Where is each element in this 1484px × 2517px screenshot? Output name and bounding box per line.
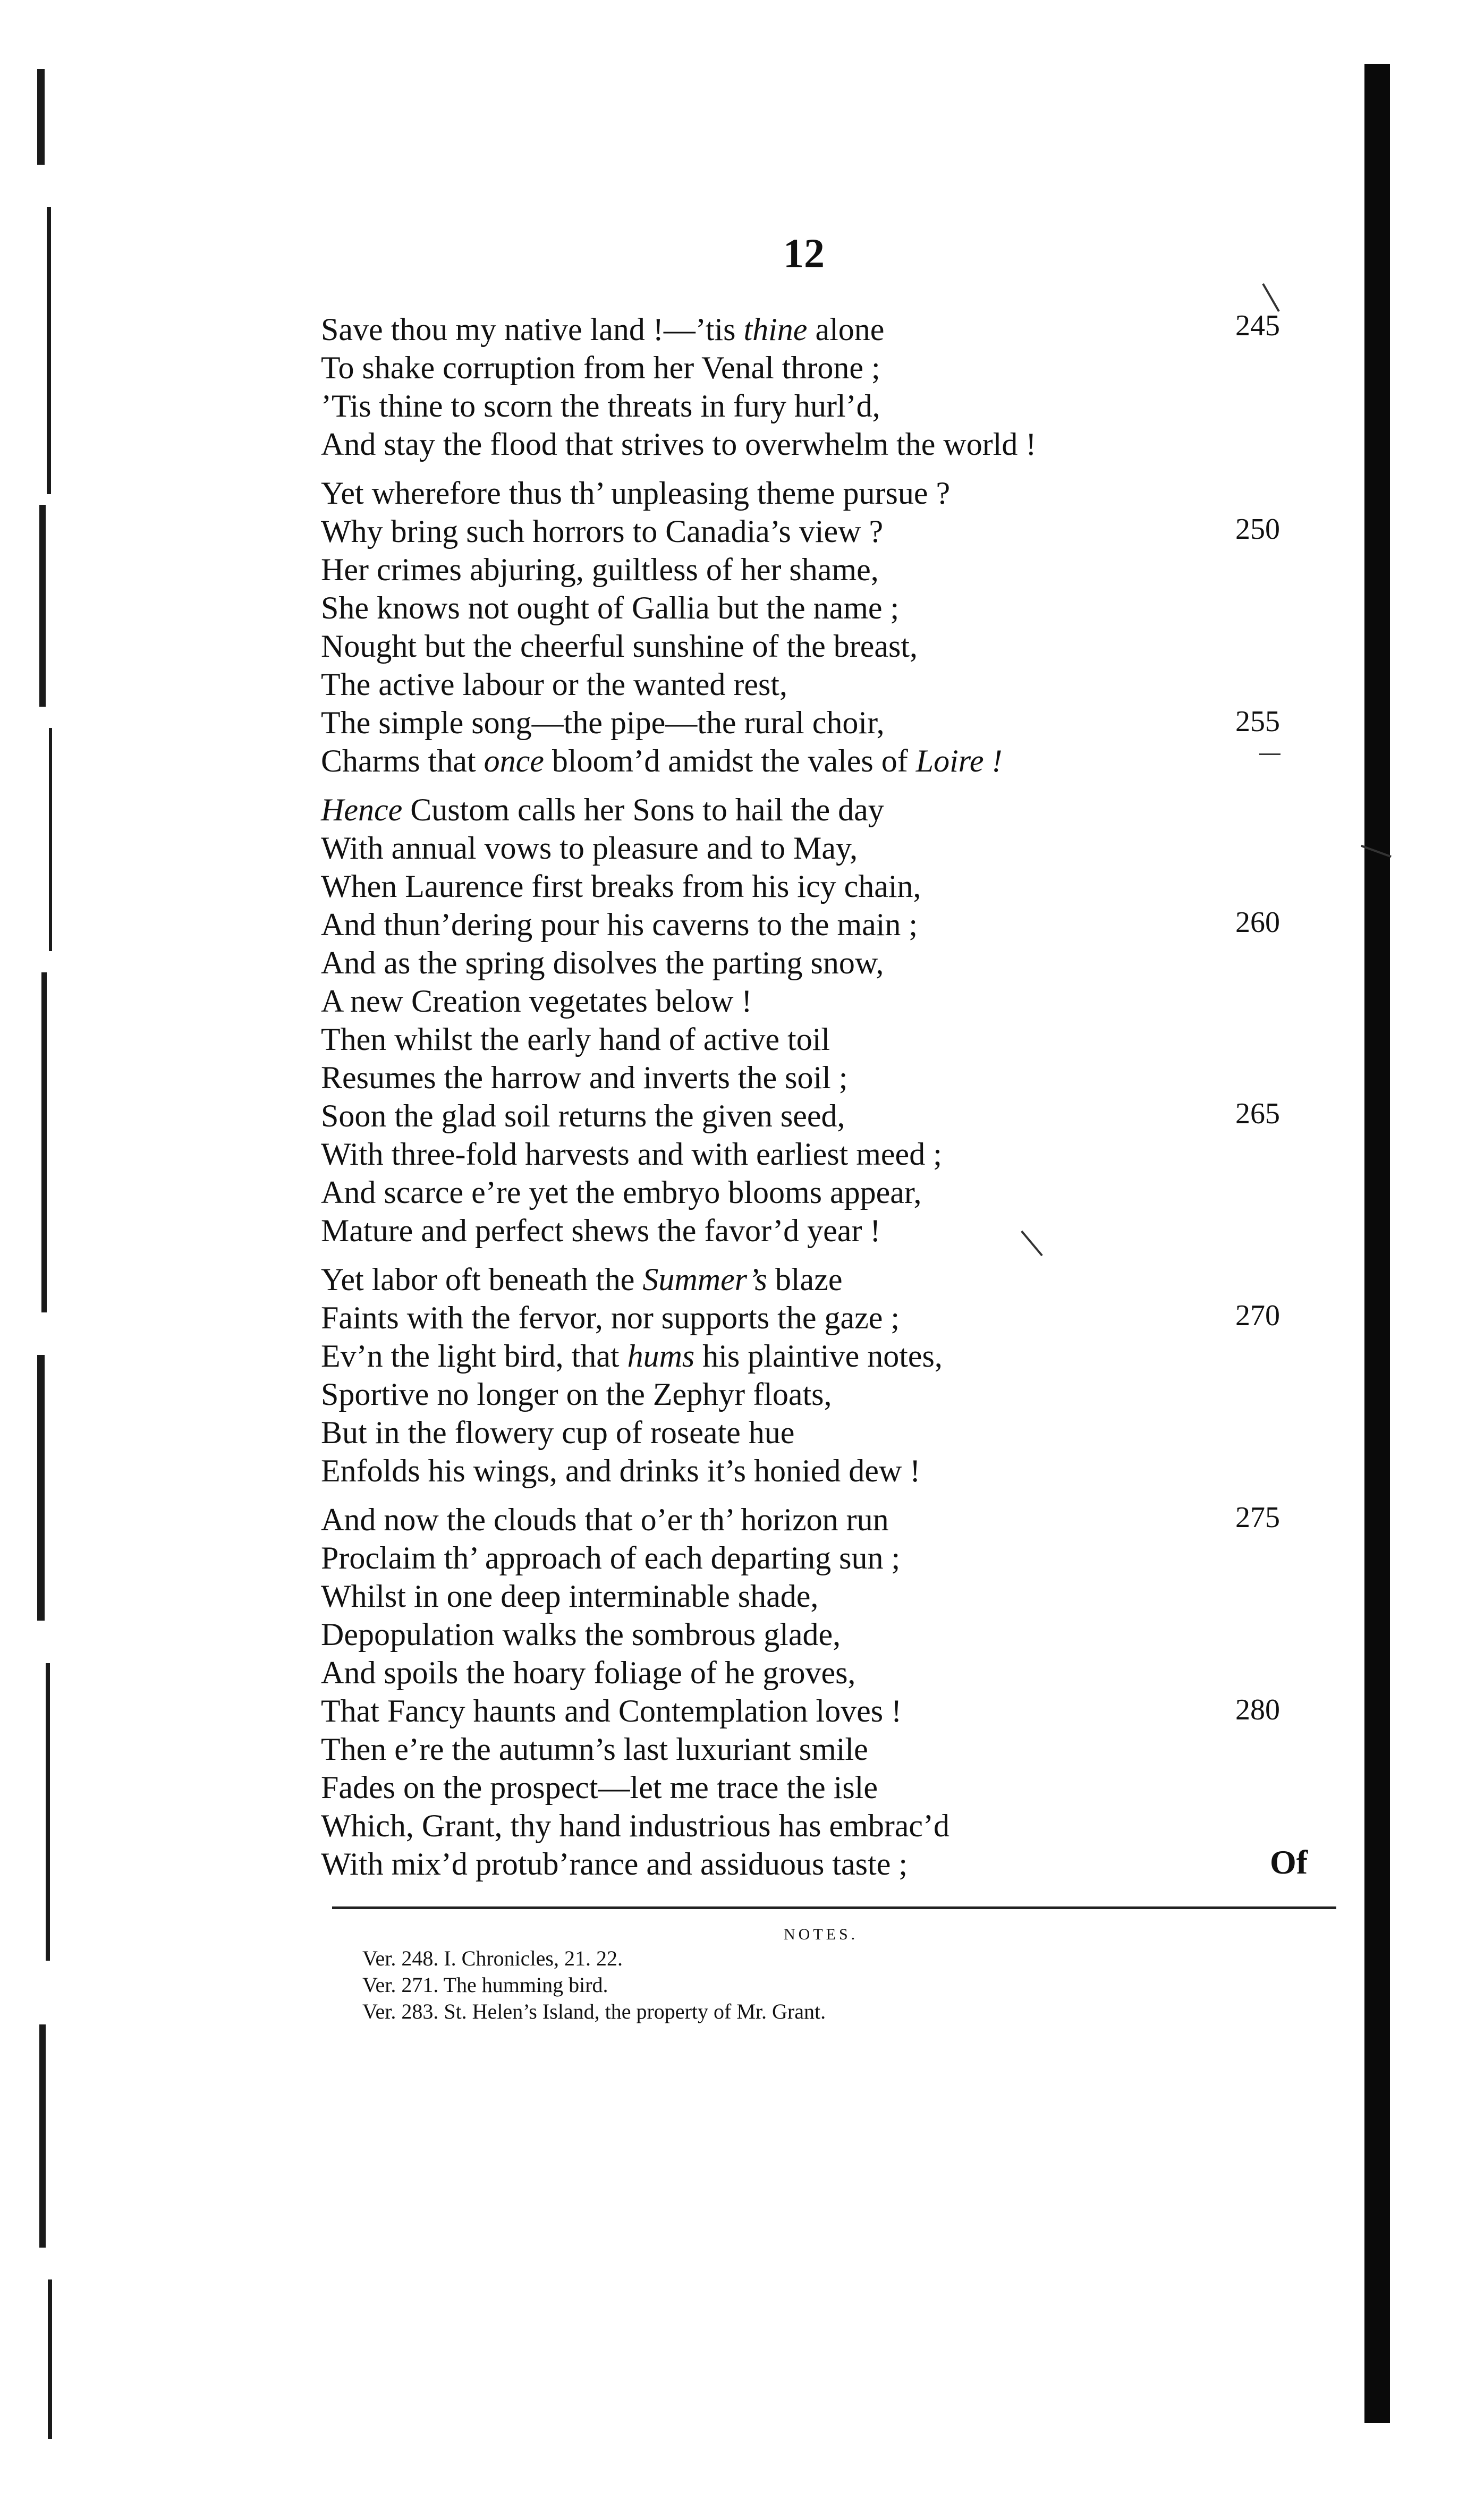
poem-line: Charms that once bloom’d amidst the vales of Loire ! xyxy=(321,743,1003,778)
binding-edge xyxy=(37,69,58,2439)
line-number: 265 xyxy=(1235,1097,1280,1130)
poem-line: The simple song—the pipe—the rural choir, xyxy=(321,705,885,740)
poem-line: Hence Custom calls her Sons to hail the day xyxy=(321,792,884,827)
poem-line: Mature and perfect shews the favor’d year ! xyxy=(321,1213,881,1248)
poem-line: With three-fold harvests and with earliest meed ; xyxy=(321,1137,942,1172)
catchword: Of xyxy=(1270,1843,1308,1881)
poem-line: And scarce e’re yet the embryo blooms appear, xyxy=(321,1175,922,1210)
poem-line: Whilst in one deep interminable shade, xyxy=(321,1579,819,1614)
poem-line: Then whilst the early hand of active toil xyxy=(321,1022,830,1057)
poem-line: Faints with the fervor, nor supports the gaze ; xyxy=(321,1300,900,1335)
poem-line: With mix’d protub’rance and assiduous taste ; xyxy=(321,1846,908,1882)
poem-line: Nought but the cheerful sunshine of the breast, xyxy=(321,629,918,664)
line-number: 250 xyxy=(1235,513,1280,546)
poem-line: That Fancy haunts and Contemplation loves ! xyxy=(321,1693,902,1728)
poem-line: To shake corruption from her Venal throne ; xyxy=(321,350,880,385)
notes-heading: NOTES. xyxy=(784,1926,859,1943)
line-number: 255 xyxy=(1235,705,1280,738)
poem-line: A new Creation vegetates below ! xyxy=(321,984,752,1019)
poem-line: And as the spring disolves the parting snow, xyxy=(321,945,884,980)
poem-line: Yet labor oft beneath the Summer’s blaze xyxy=(321,1262,843,1297)
poem-line: Ev’n the light bird, that hums his plaintive notes, xyxy=(321,1338,943,1374)
poem-line: Proclaim th’ approach of each departing sun ; xyxy=(321,1540,901,1575)
right-edge-bar xyxy=(1364,64,1390,2423)
poem-line: But in the flowery cup of roseate hue xyxy=(321,1415,795,1450)
poem-line: Sportive no longer on the Zephyr floats, xyxy=(321,1377,832,1412)
poem-line: Why bring such horrors to Canadia’s view ? xyxy=(321,514,884,549)
poem-line: ’Tis thine to scorn the threats in fury hurl’d, xyxy=(321,388,880,423)
poem-line: Save thou my native land !—’tis thine alone xyxy=(321,312,885,347)
ink-speck xyxy=(1259,753,1281,755)
line-number: 260 xyxy=(1235,906,1280,939)
divider-rule xyxy=(332,1906,1336,1909)
poem-line: And stay the flood that strives to overwhelm the world ! xyxy=(321,427,1037,462)
line-number: 280 xyxy=(1235,1693,1280,1726)
poem-line: Her crimes abjuring, guiltless of her shame, xyxy=(321,552,879,587)
poem-line: And thun’dering pour his caverns to the main ; xyxy=(321,907,918,942)
poem-line: The active labour or the wanted rest, xyxy=(321,667,787,702)
poem-line: Yet wherefore thus th’ unpleasing theme pursue ? xyxy=(321,476,951,511)
poem-line: And now the clouds that o’er th’ horizon run xyxy=(321,1502,889,1537)
poem-line: And spoils the hoary foliage of he groves, xyxy=(321,1655,856,1690)
poem-line: Resumes the harrow and inverts the soil ; xyxy=(321,1060,848,1095)
ink-speck xyxy=(1262,283,1279,312)
poem-line: With annual vows to pleasure and to May, xyxy=(321,830,858,866)
poem-line: Depopulation walks the sombrous glade, xyxy=(321,1617,841,1652)
poem-line: She knows not ought of Gallia but the name ; xyxy=(321,590,900,625)
poem-line: Then e’re the autumn’s last luxuriant smile xyxy=(321,1732,868,1767)
ink-speck xyxy=(1021,1231,1043,1257)
line-number: 275 xyxy=(1235,1501,1280,1534)
page-number: 12 xyxy=(783,230,825,276)
footnote: Ver. 248. I. Chronicles, 21. 22. xyxy=(362,1946,623,1970)
poem-line: Fades on the prospect—let me trace the isle xyxy=(321,1770,878,1805)
line-number: 270 xyxy=(1235,1299,1280,1332)
footnote: Ver. 271. The humming bird. xyxy=(362,1973,608,1997)
poem-line: Which, Grant, thy hand industrious has embrac’d xyxy=(321,1808,950,1843)
poem-line: Soon the glad soil returns the given seed, xyxy=(321,1098,845,1133)
line-number: 245 xyxy=(1235,309,1280,342)
footnote: Ver. 283. St. Helen’s Island, the property of Mr. Grant. xyxy=(362,1999,826,2023)
poem-line: Enfolds his wings, and drinks it’s honied dew ! xyxy=(321,1453,921,1488)
poem-line: When Laurence first breaks from his icy chain, xyxy=(321,869,921,904)
